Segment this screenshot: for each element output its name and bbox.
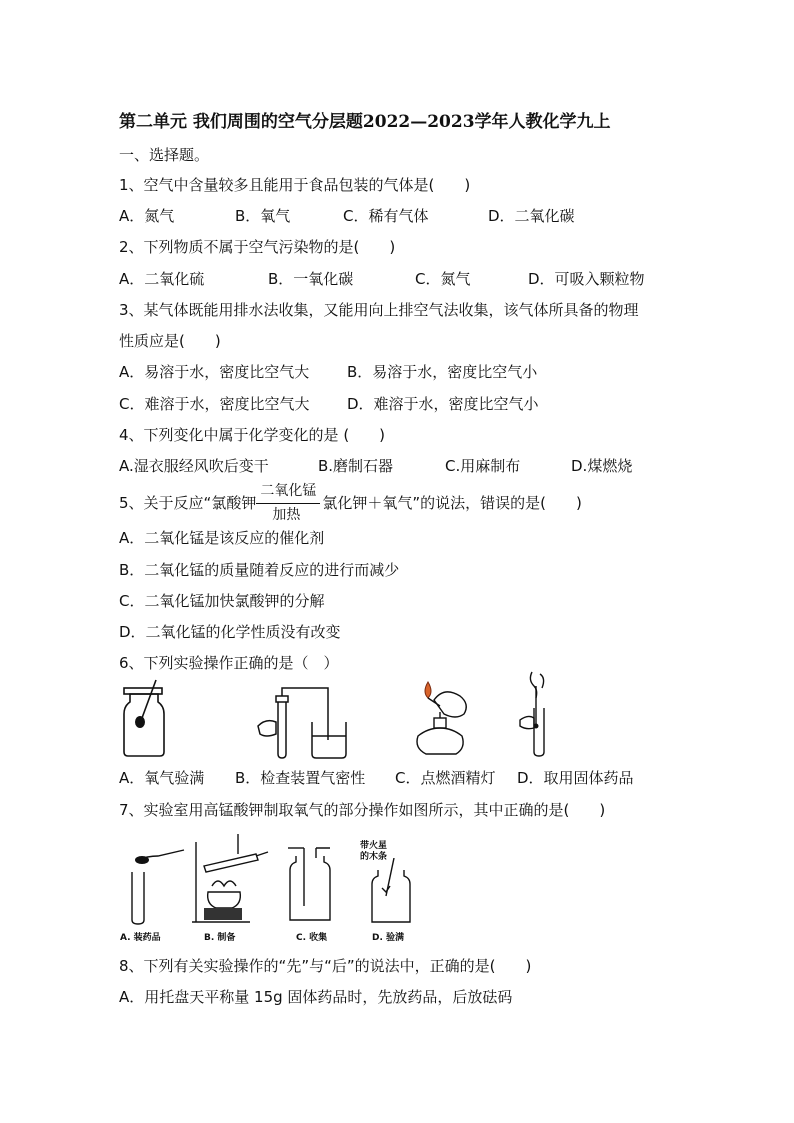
q6-option-a[interactable]: A．氧气验满 — [119, 769, 205, 787]
q4-option-c[interactable]: C.用麻制布 — [445, 457, 521, 475]
outlet-tube — [316, 848, 330, 858]
heated-tube — [204, 854, 258, 872]
q5-option-a[interactable]: A．二氧化锰是该反应的催化剂 — [119, 529, 325, 547]
granule — [534, 724, 539, 729]
airtightness-check-figure — [252, 682, 352, 762]
reaction-condition-heat: 加热 — [272, 507, 301, 523]
flame — [212, 881, 236, 886]
q6-option-c[interactable]: C．点燃酒精灯 — [395, 769, 496, 787]
alcohol-lamp — [208, 892, 241, 908]
alcohol-lamp-figure — [404, 676, 474, 762]
q1-option-a[interactable]: A．氮气 — [119, 207, 175, 225]
flame-icon — [425, 682, 431, 698]
q3-option-b[interactable]: B．易溶于水，密度比空气小 — [347, 363, 538, 381]
q7-caption-b: B. 制备 — [204, 933, 236, 943]
q7-caption-c: C. 收集 — [296, 933, 328, 943]
q1-option-b[interactable]: B．氧气 — [235, 207, 291, 225]
q4-option-a[interactable]: A.湿衣服经风吹后变干 — [119, 457, 269, 475]
page-title: 第二单元 我们周围的空气分层题2022—2023学年人教化学九上 — [119, 112, 611, 132]
q3-option-c[interactable]: C．难溶于水，密度比空气大 — [119, 395, 310, 413]
full-check-figure — [368, 858, 418, 928]
q5-option-b[interactable]: B．二氧化锰的质量随着反应的进行而减少 — [119, 561, 400, 579]
splint-label-line1: 带火星 — [360, 841, 388, 851]
q2-option-b[interactable]: B．一氧化碳 — [268, 270, 354, 288]
q5-option-d[interactable]: D．二氧化锰的化学性质没有改变 — [119, 623, 341, 641]
question-1-stem: 1、空气中含量较多且能用于食品包装的气体是( ) — [119, 176, 471, 194]
question-4-stem: 4、下列变化中属于化学变化的是 ( ) — [119, 426, 386, 444]
splint-label-line2: 的木条 — [360, 852, 388, 862]
lamp-block — [204, 908, 242, 920]
q6-option-d[interactable]: D．取用固体药品 — [517, 769, 634, 787]
test-tube — [278, 702, 286, 758]
test-tube — [132, 872, 144, 924]
holding-hand — [520, 716, 534, 728]
hand — [258, 721, 276, 736]
reaction-arrow — [256, 483, 322, 523]
question-6-stem: 6、下列实验操作正确的是（ ） — [119, 654, 339, 672]
q2-option-c[interactable]: C．氮气 — [415, 270, 471, 288]
lamp-neck — [434, 718, 446, 728]
question-3-stem-line1: 3、某气体既能用排水法收集，又能用向上排空气法收集，该气体所具备的物理 — [119, 301, 639, 319]
ember — [135, 716, 145, 728]
load-reagent-figure — [128, 844, 188, 928]
splint — [142, 680, 156, 718]
collection-figure — [286, 846, 336, 926]
hand-top — [540, 674, 544, 688]
gas-bottle — [372, 870, 410, 922]
q2-option-a[interactable]: A．二氧化硫 — [119, 270, 205, 288]
q7-caption-a: A. 装药品 — [120, 933, 161, 943]
q6-option-b[interactable]: B．检查装置气密性 — [235, 769, 366, 787]
q5-stem-pre: 5、关于反应“氯酸钾 — [119, 494, 257, 512]
question-5-stem — [119, 483, 582, 523]
q8-option-a[interactable]: A．用托盘天平称量 15g 固体药品时，先放药品，后放砝码 — [119, 988, 513, 1006]
section-heading: 一、选择题。 — [119, 146, 210, 164]
delivery-tube — [282, 688, 328, 740]
q3-option-a[interactable]: A．易溶于水，密度比空气大 — [119, 363, 310, 381]
alcohol-lamp — [417, 728, 463, 754]
solid-reagent-figure — [514, 668, 564, 760]
q2-option-d[interactable]: D．可吸入颗粒物 — [528, 270, 645, 288]
q5-stem-post: 氯化钾＋氧气”的说法，错误的是( ) — [322, 494, 582, 512]
delivery-tube — [256, 852, 268, 856]
spoon-powder — [135, 856, 149, 864]
question-8-stem: 8、下列有关实验操作的“先”与“后”的说法中，正确的是( ) — [119, 957, 532, 975]
spark — [382, 886, 390, 892]
q4-option-b[interactable]: B.磨制石器 — [318, 457, 394, 475]
question-2-stem: 2、下列物质不属于空气污染物的是( ) — [119, 238, 396, 256]
gas-bottle — [290, 856, 330, 920]
glass-plate — [124, 688, 162, 694]
q1-option-d[interactable]: D．二氧化碳 — [488, 207, 575, 225]
oxygen-check-figure — [116, 678, 174, 760]
q3-option-d[interactable]: D．难溶于水，密度比空气小 — [347, 395, 539, 413]
reaction-bar — [256, 503, 320, 504]
beaker — [312, 722, 346, 758]
q7-caption-d: D. 验满 — [372, 933, 405, 943]
q5-option-c[interactable]: C．二氧化锰加快氯酸钾的分解 — [119, 592, 325, 610]
preparation-figure — [190, 832, 274, 928]
reaction-condition-catalyst: 二氧化锰 — [260, 483, 317, 499]
q4-option-d[interactable]: D.煤燃烧 — [571, 457, 633, 475]
question-7-stem: 7、实验室用高锰酸钾制取氧气的部分操作如图所示，其中正确的是( ) — [119, 801, 606, 819]
question-3-stem-line2: 性质应是( ) — [119, 332, 221, 350]
q1-option-c[interactable]: C．稀有气体 — [343, 207, 429, 225]
stopper — [276, 696, 288, 702]
